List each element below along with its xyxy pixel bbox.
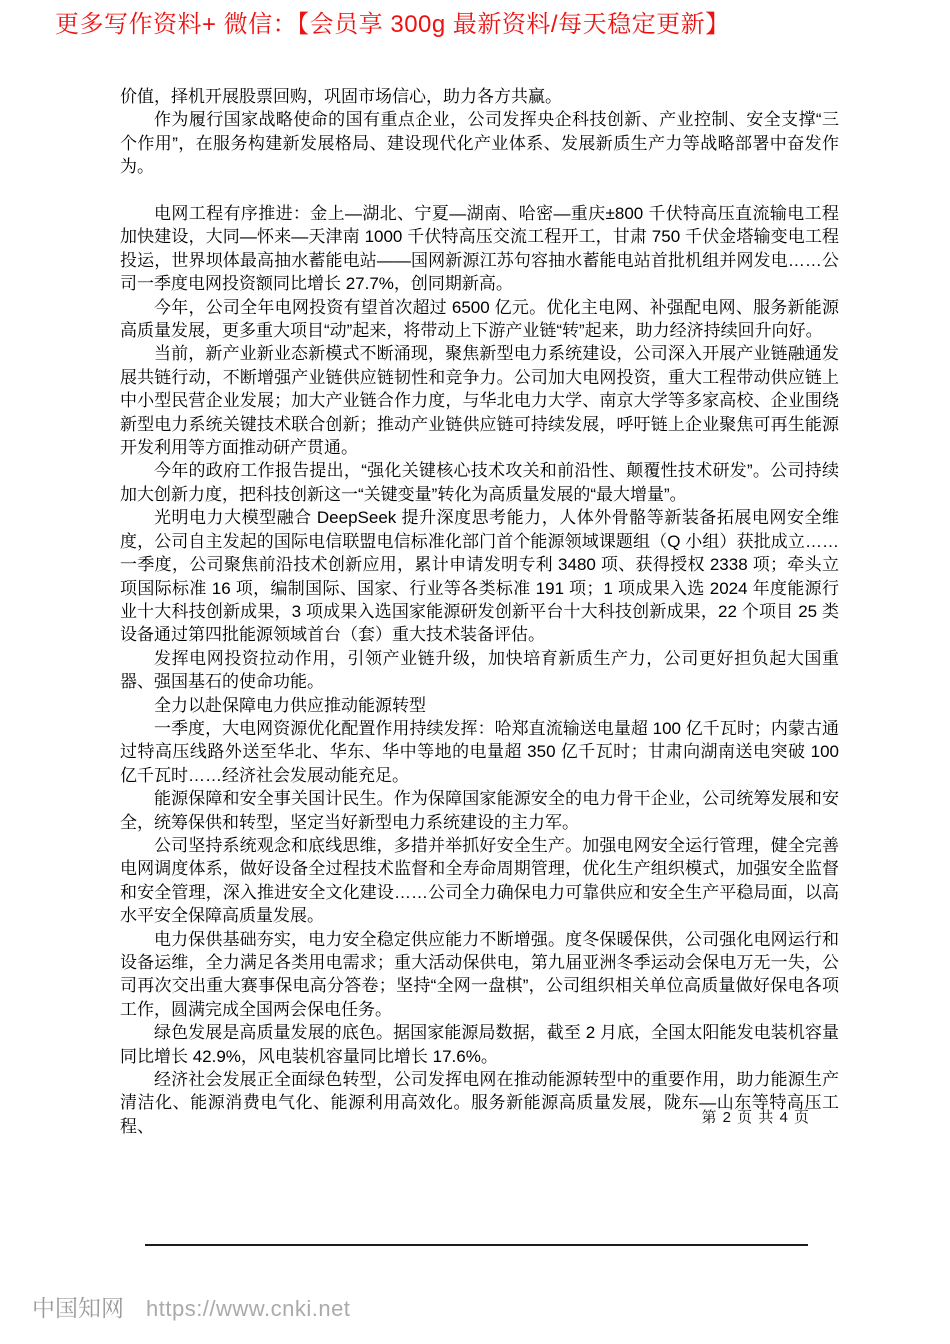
footer-divider-line — [145, 1244, 808, 1246]
site-footer — [32, 1290, 350, 1323]
paragraph: 电网工程有序推进：金上—湖北、宁夏—湖南、哈密—重庆±800 千伏特高压直流输电工程加快建设，大同—怀来—天津南 1000 千伏特高压交流工程开工，甘肃 750 千伏金塔输变电工程投运，世界坝体最高抽水蓄能电站——国网新源江苏句容抽水蓄能电站首批机组并网发电……公司一季度电网投资额同比增长 27.7%，创同期新高。 — [120, 204, 839, 294]
page-number-indicator: 第 2 页 共 4 页 — [701, 1109, 810, 1126]
paragraph: 一季度，大电网资源优化配置作用持续发挥：哈郑直流输送电量超 100 亿千瓦时；内蒙古通过特高压线路外送至华北、华东、华中等地的电量超 350 亿千瓦时；甘肃向湖南送电突破 100 亿千瓦时……经济社会发展动能充足。 — [120, 718, 839, 785]
paragraph: 光明电力大模型融合 DeepSeek 提升深度思考能力，人体外骨骼等新装备拓展电网安全维度，公司自主发起的国际电信联盟电信标准化部门首个能源领域课题组（Q 小组）获批成立……一季度，公司聚焦前沿技术创新应用，累计申请发明专利 3480 项、获得授权 2338 项；牵头立项国际标准 16 项，编制国际、国家、行业等各类标准 191 项；1 项成果入选 2024 年度能源行业十大科技创新成果，3 项成果入选国家能源研发创新平台十大科技创新成果，22 个项目 25 类设备通过第四批能源领域首台（套）重大技术装备评估。 — [120, 508, 839, 645]
paragraph: 今年，公司全年电网投资有望首次超过 6500 亿元。优化主电网、补强配电网、服务新能源高质量发展，更多重大项目“动”起来，将带动上下游产业链“转”起来，助力经济持续回升向好。 — [120, 297, 839, 341]
paragraph: 电力保供基础夯实，电力安全稳定供应能力不断增强。度冬保暖保供，公司强化电网运行和设备运维，全力满足各类用电需求；重大活动保供电，第九届亚洲冬季运动会保电万无一失，公司再次交出重大赛事保电高分答卷；坚持“全网一盘棋”，公司组织相关单位高质量做好保电各项工作，圆满完成全国两会保电任务。 — [120, 929, 839, 1019]
paragraph: 经济社会发展正全面绿色转型，公司发挥电网在推动能源转型中的重要作用，助力能源生产清洁化、能源消费电气化、能源利用高效化。服务新能源高质量发展，陇东—山东等特高压工程、 — [120, 1070, 839, 1136]
paragraph: 发挥电网投资拉动作用，引领产业链升级，加快培育新质生产力，公司更好担负起大国重器、强国基石的使命功能。 — [120, 648, 839, 692]
paragraph-blank — [120, 179, 839, 202]
paragraph: 绿色发展是高质量发展的底色。据国家能源局数据，截至 2 月底，全国太阳能发电装机容量同比增长 42.9%，风电装机容量同比增长 17.6%。 — [120, 1023, 839, 1066]
paragraph: 价值，择机开展股票回购，巩固市场信心，助力各方共赢。 — [120, 87, 562, 106]
document-body — [120, 85, 839, 1138]
paragraph: 能源保障和安全事关国计民生。作为保障国家能源安全的电力骨干企业，公司统筹发展和安全，统筹保供和转型，坚定当好新型电力系统建设的主力军。 — [120, 789, 839, 832]
cnki-url-watermark: https://www.cnki.net — [146, 1296, 351, 1321]
paragraph: 公司坚持系统观念和底线思维，多措并举抓好安全生产。加强电网安全运行管理，健全完善电网调度体系，做好设备全过程技术监督和全寿命周期管理，优化生产组织模式，加强安全监督和安全管理，深入推进安全文化建设……公司全力确保电力可靠供应和安全生产平稳局面，以高水平安全保障高质量发展。 — [120, 835, 839, 926]
paragraph: 今年的政府工作报告提出，“强化关键核心技术攻关和前沿性、颠覆性技术研发”。公司持续加大创新力度，把科技创新这一“关键变量”转化为高质量发展的“最大增量”。 — [120, 461, 839, 504]
paragraph: 作为履行国家战略使命的国有重点企业，公司发挥央企科技创新、产业控制、安全支撑“三个作用”，在服务构建新发展格局、建设现代化产业体系、发展新质生产力等战略部署中奋发作为。 — [120, 110, 839, 177]
paragraph-section-heading: 全力以赴保障电力供应推动能源转型 — [154, 695, 426, 715]
cnki-brand-watermark: 中国知网 — [32, 1295, 124, 1321]
paragraph: 当前，新产业新业态新模式不断涌现，聚焦新型电力系统建设，公司深入开展产业链融通发展共链行动，不断增强产业链供应链韧性和竞争力。公司加大电网投资，重大工程带动供应链上中小型民营企业发展；加大产业链合作力度，与华北电力大学、南京大学等多家高校、企业围绕新型电力系统关键技术联合创新；推动产业链供应链可持续发展，呼吁链上企业聚焦可再生能源开发利用等方面推动研产贯通。 — [120, 344, 839, 458]
promo-banner-text: 更多写作资料+ 微信：【会员享 300g 最新资料/每天稳定更新】 — [55, 11, 730, 38]
